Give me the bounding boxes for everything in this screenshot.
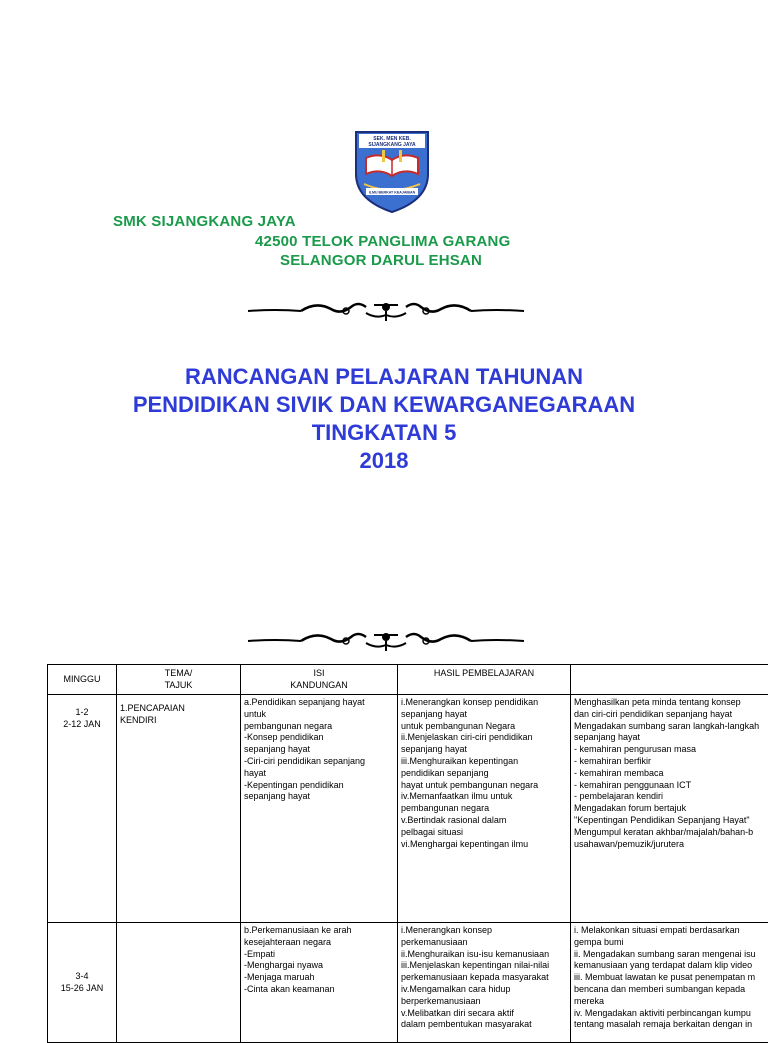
form-level-title: TINGKATAN 5 bbox=[0, 419, 768, 447]
activity-line: - kemahiran berfikir bbox=[574, 756, 768, 768]
svg-text:ILMU BERKAT KEAJAIBAN: ILMU BERKAT KEAJAIBAN bbox=[369, 191, 416, 195]
content-line: a.Pendidikan sepanjang hayat bbox=[244, 697, 394, 709]
outcome-line: iii.Menjelaskan kepentingan nilai-nilai bbox=[401, 960, 567, 972]
svg-text:SIJANGKANG JAYA: SIJANGKANG JAYA bbox=[368, 142, 416, 148]
annual-plan-table bbox=[47, 664, 768, 1043]
header-aktiviti bbox=[571, 665, 768, 695]
activity-line: tentang masalah remaja berkaitan dengan in bbox=[574, 1019, 768, 1031]
table-row bbox=[48, 923, 768, 1043]
date-range: 15-26 JAN bbox=[51, 983, 113, 995]
content-line: -Ciri-ciri pendidikan sepanjang bbox=[244, 756, 394, 768]
cell-minggu bbox=[48, 695, 117, 923]
activity-line: iv. Mengadakan aktiviti perbincangan kumpu bbox=[574, 1008, 768, 1020]
activity-line: Mengadakan forum bertajuk bbox=[574, 803, 768, 815]
activity-line: kemanusiaan yang terdapat dalam klip video bbox=[574, 960, 768, 972]
activity-line: mereka bbox=[574, 996, 768, 1008]
content-line: -Menjaga maruah bbox=[244, 972, 394, 984]
cell-tema bbox=[117, 695, 241, 923]
table-row bbox=[48, 695, 768, 923]
activity-line: "Kepentingan Pendidikan Sepanjang Hayat" bbox=[574, 815, 768, 827]
content-line: sepanjang hayat bbox=[244, 791, 394, 803]
outcome-line: sepanjang hayat bbox=[401, 709, 567, 721]
activity-line: Mengumpul keratan akhbar/majalah/bahan-b bbox=[574, 827, 768, 839]
school-crest-logo bbox=[352, 128, 432, 214]
cell-aktiviti bbox=[571, 923, 768, 1043]
header-minggu: MINGGU bbox=[48, 665, 117, 695]
activity-line: - kemahiran penggunaan ICT bbox=[574, 780, 768, 792]
outcome-line: v.Bertindak rasional dalam bbox=[401, 815, 567, 827]
subject-title: PENDIDIKAN SIVIK DAN KEWARGANEGARAAN bbox=[0, 391, 768, 419]
week-range: 3-4 bbox=[51, 971, 113, 983]
activity-line: i. Melakonkan situasi empati berdasarkan bbox=[574, 925, 768, 937]
decorative-divider-icon bbox=[246, 627, 526, 655]
content-line: kesejahteraan negara bbox=[244, 937, 394, 949]
activity-line: Menghasilkan peta minda tentang konsep bbox=[574, 697, 768, 709]
outcome-line: perkemanusiaan bbox=[401, 937, 567, 949]
outcome-line: dalam pembentukan masyarakat bbox=[401, 1019, 567, 1031]
year-title: 2018 bbox=[0, 447, 768, 475]
outcome-line: i.Menerangkan konsep pendidikan bbox=[401, 697, 567, 709]
school-address-line-2: SELANGOR DARUL EHSAN bbox=[280, 252, 482, 269]
school-name: SMK SIJANGKANG JAYA bbox=[113, 213, 296, 230]
outcome-line: ii.Menghuraikan isu-isu kemanusiaan bbox=[401, 949, 567, 961]
svg-text:SEK. MEN KEB.: SEK. MEN KEB. bbox=[373, 136, 411, 142]
outcome-line: berperkemanusiaan bbox=[401, 996, 567, 1008]
outcome-line: v.Melibatkan diri secara aktif bbox=[401, 1008, 567, 1020]
activity-line: Mengadakan sumbang saran langkah-langkah bbox=[574, 721, 768, 733]
cell-isi bbox=[241, 923, 398, 1043]
content-line: -Kepentingan pendidikan bbox=[244, 780, 394, 792]
outcome-line: pendidikan sepanjang bbox=[401, 768, 567, 780]
outcome-line: vi.Menghargai kepentingan ilmu bbox=[401, 839, 567, 851]
activity-line: dan ciri-ciri pendidikan sepanjang hayat bbox=[574, 709, 768, 721]
content-line: hayat bbox=[244, 768, 394, 780]
cell-isi bbox=[241, 695, 398, 923]
outcome-line: perkemanusiaan kepada masyarakat bbox=[401, 972, 567, 984]
outcome-line: hayat untuk pembangunan negara bbox=[401, 780, 567, 792]
outcome-line: iv.Mengamalkan cara hidup bbox=[401, 984, 567, 996]
cell-tema bbox=[117, 923, 241, 1043]
content-line: b.Perkemanusiaan ke arah bbox=[244, 925, 394, 937]
outcome-line: ii.Menjelaskan ciri-ciri pendidikan bbox=[401, 732, 567, 744]
outcome-line: pembangunan negara bbox=[401, 803, 567, 815]
activity-line: - kemahiran pengurusan masa bbox=[574, 744, 768, 756]
school-address-line-1: 42500 TELOK PANGLIMA GARANG bbox=[255, 233, 510, 250]
content-line: sepanjang hayat bbox=[244, 744, 394, 756]
decorative-divider-icon bbox=[246, 297, 526, 325]
week-range: 1-2 bbox=[51, 707, 113, 719]
table-header-row bbox=[48, 665, 768, 695]
content-line: pembangunan negara bbox=[244, 721, 394, 733]
header-tema: TEMA/ TAJUK bbox=[117, 665, 241, 695]
content-line: -Menghargai nyawa bbox=[244, 960, 394, 972]
activity-line: ii. Mengadakan sumbang saran mengenai isu bbox=[574, 949, 768, 961]
outcome-line: untuk pembangunan Negara bbox=[401, 721, 567, 733]
plan-title: RANCANGAN PELAJARAN TAHUNAN bbox=[0, 363, 768, 391]
activity-line: - kemahiran membaca bbox=[574, 768, 768, 780]
outcome-line: i.Menerangkan konsep bbox=[401, 925, 567, 937]
content-line: -Cinta akan keamanan bbox=[244, 984, 394, 996]
theme-line: KENDIRI bbox=[120, 715, 237, 727]
activity-line: bencana dan memberi sumbangan kepada bbox=[574, 984, 768, 996]
content-line: -Empati bbox=[244, 949, 394, 961]
theme-line: 1.PENCAPAIAN bbox=[120, 703, 237, 715]
cell-minggu bbox=[48, 923, 117, 1043]
outcome-line: pelbagai situasi bbox=[401, 827, 567, 839]
outcome-line: iv.Memanfaatkan ilmu untuk bbox=[401, 791, 567, 803]
header-isi: ISI KANDUNGAN bbox=[241, 665, 398, 695]
activity-line: usahawan/pemuzik/jurutera bbox=[574, 839, 768, 851]
outcome-line: sepanjang hayat bbox=[401, 744, 567, 756]
content-line: untuk bbox=[244, 709, 394, 721]
outcome-line: iii.Menghuraikan kepentingan bbox=[401, 756, 567, 768]
activity-line: - pembelajaran kendiri bbox=[574, 791, 768, 803]
activity-line: gempa bumi bbox=[574, 937, 768, 949]
activity-line: iii. Membuat lawatan ke pusat penempatan m bbox=[574, 972, 768, 984]
cell-aktiviti bbox=[571, 695, 768, 923]
header-hasil: HASIL PEMBELAJARAN bbox=[398, 665, 571, 695]
cell-hasil bbox=[398, 923, 571, 1043]
date-range: 2-12 JAN bbox=[51, 719, 113, 731]
cell-hasil bbox=[398, 695, 571, 923]
content-line: -Konsep pendidikan bbox=[244, 732, 394, 744]
activity-line: sepanjang hayat bbox=[574, 732, 768, 744]
